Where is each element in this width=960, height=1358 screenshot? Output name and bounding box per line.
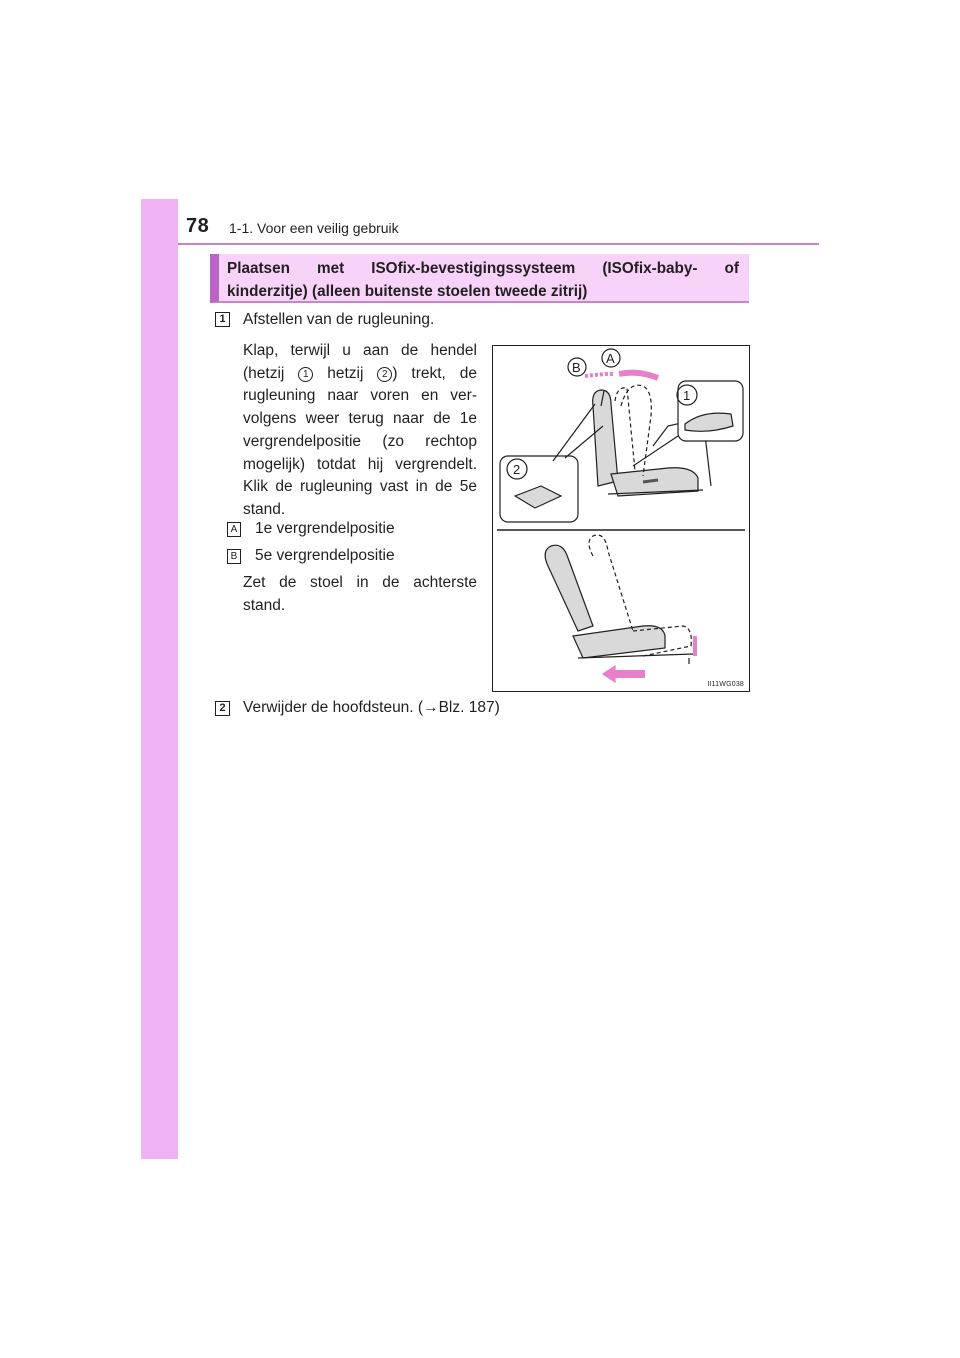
instruction-line: volgens weer terug naar de 1e [243,410,477,428]
callout-a: A [606,351,615,366]
step-2-text [243,699,500,717]
heading-word: of [724,260,739,277]
callout-b: B [572,360,581,375]
callout-1: 1 [683,388,691,403]
instruction-line: mogelijk) totdat hij vergrendelt. [243,455,477,473]
section-title: 1-1. Voor een veilig gebruik [229,220,399,236]
seat-illustration-svg [493,346,749,691]
instruction-line: Klap, terwijl u aan de hendel [243,342,477,359]
instruction-fragment: ) trekt, de [392,364,477,382]
instruction-line: stand. [243,596,286,614]
step-1-instructions [243,340,477,522]
arrow-icon: → [423,699,439,716]
position-a-text: 1e vergrendelpositie [255,520,395,537]
topic-heading [210,254,749,303]
position-b-row [227,547,395,565]
instruction-line: vergrendelpositie (zo rechtop [243,432,477,450]
step-1-title: Afstellen van de rugleuning. [243,311,435,328]
lever-2-marker: 2 [377,367,392,382]
instruction-line: stand. [243,500,286,518]
instruction-line: rugleuning naar voren en ver- [243,387,477,405]
lever-1-marker: 1 [298,367,313,382]
position-callouts [568,349,658,378]
position-b-marker: B [227,549,241,564]
heading-line-2: kinderzitje) (alleen buitenste stoelen tweede zitrij) [227,283,588,300]
position-a-marker: A [227,522,241,537]
header-divider [178,243,819,245]
callout-2: 2 [513,462,521,477]
instruction-line: Zet de stoel in de achterste [243,574,477,591]
step-2-page-reference[interactable]: Blz. 187) [438,699,500,716]
position-b-text: 5e vergrendelpositie [255,547,395,564]
heading-word: ISOfix-bevestigingssysteem [371,260,576,277]
seat-lower-drawing [545,535,695,682]
step-2-number: 2 [215,701,230,716]
step-1-number: 1 [215,312,230,327]
page-number: 78 [186,215,210,237]
step-2-text-pre: Verwijder de hoofdsteun. ( [243,699,424,716]
instruction-line-levers [243,363,477,386]
seat-adjustment-illustration [492,345,750,692]
lever-2-inset [500,404,603,522]
instruction-line: Klik de rugleuning vast in de 5e [243,478,477,496]
heading-word: Plaatsen [227,260,290,277]
heading-word: (ISOfix-baby- [602,260,698,277]
figure-code: II11WG038 [707,681,744,688]
instruction-fragment: (hetzij [243,364,285,382]
instruction-fragment: hetzij [327,364,364,382]
position-a-row [227,520,395,538]
chapter-side-tab [141,199,178,1159]
step-1-extra-instruction [243,572,477,617]
heading-word: met [316,260,345,277]
heading-line-1 [227,257,739,280]
